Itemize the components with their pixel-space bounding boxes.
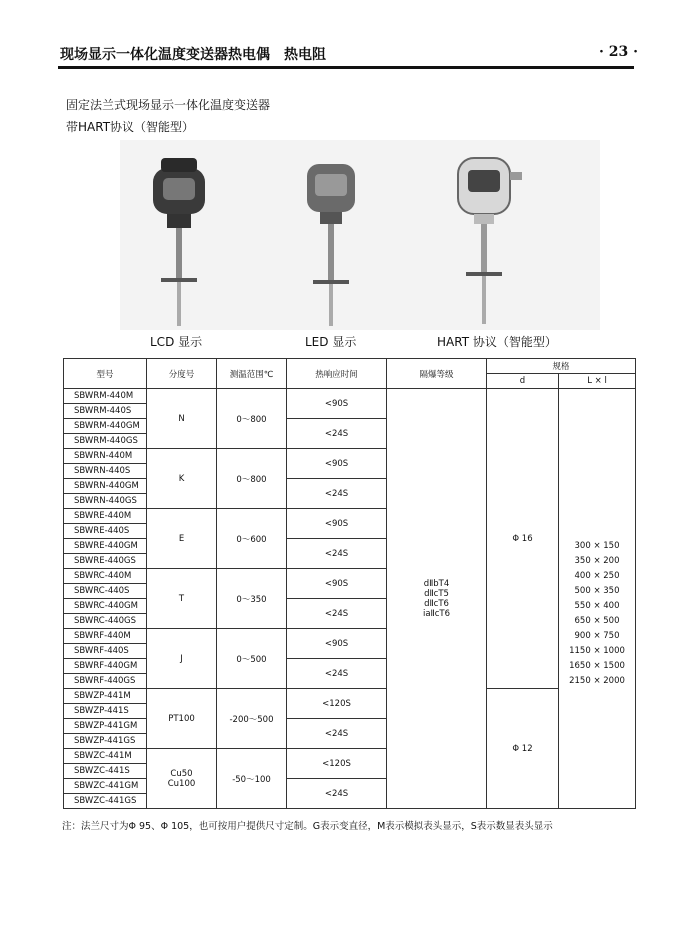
d-cell: Φ 12 (487, 689, 559, 809)
section-subtitle: 带HART协议（智能型） (66, 120, 195, 134)
response-cell: <120S (287, 689, 387, 719)
response-cell: <24S (287, 599, 387, 629)
lxl-value: 650 × 500 (574, 616, 620, 626)
graduation-cell: PT100 (147, 689, 217, 749)
hart-transmitter-icon (450, 150, 530, 330)
explosion-cell: dⅡbT4 dⅡcT5 dⅡcT6 iaⅡcT6 (387, 389, 487, 809)
model-cell: SBWRN-440GM (64, 479, 147, 494)
lxl-value: 550 × 400 (574, 601, 620, 611)
header-response: 热响应时间 (287, 359, 387, 389)
table-row (64, 389, 636, 404)
model-cell: SBWZC-441M (64, 749, 147, 764)
model-cell: SBWRC-440GM (64, 599, 147, 614)
lxl-value: 900 × 750 (574, 631, 620, 641)
model-cell: SBWRC-440M (64, 569, 147, 584)
d-cell: Φ 16 (487, 389, 559, 689)
model-cell: SBWZP-441M (64, 689, 147, 704)
response-cell: <24S (287, 539, 387, 569)
lcd-transmitter-icon (145, 150, 215, 330)
lxl-value: 500 × 350 (574, 586, 620, 596)
graduation-cell: K (147, 449, 217, 509)
response-cell: <24S (287, 719, 387, 749)
response-cell: <24S (287, 479, 387, 509)
model-cell: SBWZP-441GS (64, 734, 147, 749)
range-cell: 0～600 (217, 509, 287, 569)
response-cell: <90S (287, 509, 387, 539)
header-model: 型号 (64, 359, 147, 389)
model-cell: SBWRN-440M (64, 449, 147, 464)
lxl-value: 300 × 150 (574, 541, 620, 551)
graduation-cell: Cu50 Cu100 (147, 749, 217, 809)
footnote: 注：法兰尺寸为Φ 95、Φ 105，也可按用户提供尺寸定制。G表示变直径，M表示模拟表头显示，S表示数显表头显示 (62, 821, 553, 832)
model-cell: SBWZP-441S (64, 704, 147, 719)
header-graduation: 分度号 (147, 359, 217, 389)
model-cell: SBWRC-440GS (64, 614, 147, 629)
range-cell: 0～800 (217, 389, 287, 449)
graduation-cell: E (147, 509, 217, 569)
model-cell: SBWZC-441GS (64, 794, 147, 809)
photo-caption-led: LED 显示 (305, 335, 357, 349)
model-cell: SBWZC-441S (64, 764, 147, 779)
model-cell: SBWRM-440S (64, 404, 147, 419)
graduation-cell: T (147, 569, 217, 629)
lxl-value: 2150 × 2000 (569, 676, 625, 686)
header-title: 现场显示一体化温度变送器热电偶 热电阻 (60, 47, 326, 63)
model-cell: SBWRM-440M (64, 389, 147, 404)
model-cell: SBWRM-440GS (64, 434, 147, 449)
range-cell: 0～800 (217, 449, 287, 509)
model-cell: SBWRN-440S (64, 464, 147, 479)
response-cell: <90S (287, 629, 387, 659)
model-cell: SBWZP-441GM (64, 719, 147, 734)
model-cell: SBWRE-440M (64, 509, 147, 524)
lxl-value: 350 × 200 (574, 556, 620, 566)
model-cell: SBWRE-440GS (64, 554, 147, 569)
photo-caption-hart: HART 协议（智能型） (437, 335, 557, 349)
response-cell: <120S (287, 749, 387, 779)
spec-table (63, 358, 636, 809)
lxl-value: 1650 × 1500 (569, 661, 625, 671)
model-cell: SBWRC-440S (64, 584, 147, 599)
lxl-cell (559, 389, 636, 809)
header-spec: 规格 (487, 359, 636, 374)
photo-caption-lcd: LCD 显示 (150, 335, 203, 349)
response-cell: <24S (287, 419, 387, 449)
response-cell: <90S (287, 449, 387, 479)
header-rule (58, 66, 634, 69)
lxl-value: 400 × 250 (574, 571, 620, 581)
model-cell: SBWRE-440S (64, 524, 147, 539)
page-number: · 23 · (599, 44, 638, 60)
header-explosion: 隔爆等级 (387, 359, 487, 389)
table-row (64, 689, 636, 704)
model-cell: SBWRF-440GS (64, 674, 147, 689)
model-cell: SBWRF-440M (64, 629, 147, 644)
range-cell: 0～500 (217, 629, 287, 689)
model-cell: SBWRM-440GM (64, 419, 147, 434)
response-cell: <24S (287, 779, 387, 809)
model-cell: SBWRN-440GS (64, 494, 147, 509)
lxl-value: 1150 × 1000 (569, 646, 625, 656)
graduation-cell: N (147, 389, 217, 449)
led-transmitter-icon (297, 150, 367, 330)
model-cell: SBWRE-440GM (64, 539, 147, 554)
section-title: 固定法兰式现场显示一体化温度变送器 (66, 98, 271, 112)
range-cell: -50～100 (217, 749, 287, 809)
model-cell: SBWRF-440GM (64, 659, 147, 674)
header-lxl: L × l (559, 374, 636, 389)
range-cell: 0～350 (217, 569, 287, 629)
header-range: 测温范围℃ (217, 359, 287, 389)
range-cell: -200～500 (217, 689, 287, 749)
model-cell: SBWRF-440S (64, 644, 147, 659)
model-cell: SBWZC-441GM (64, 779, 147, 794)
response-cell: <24S (287, 659, 387, 689)
header-d: d (487, 374, 559, 389)
graduation-cell: J (147, 629, 217, 689)
response-cell: <90S (287, 569, 387, 599)
response-cell: <90S (287, 389, 387, 419)
